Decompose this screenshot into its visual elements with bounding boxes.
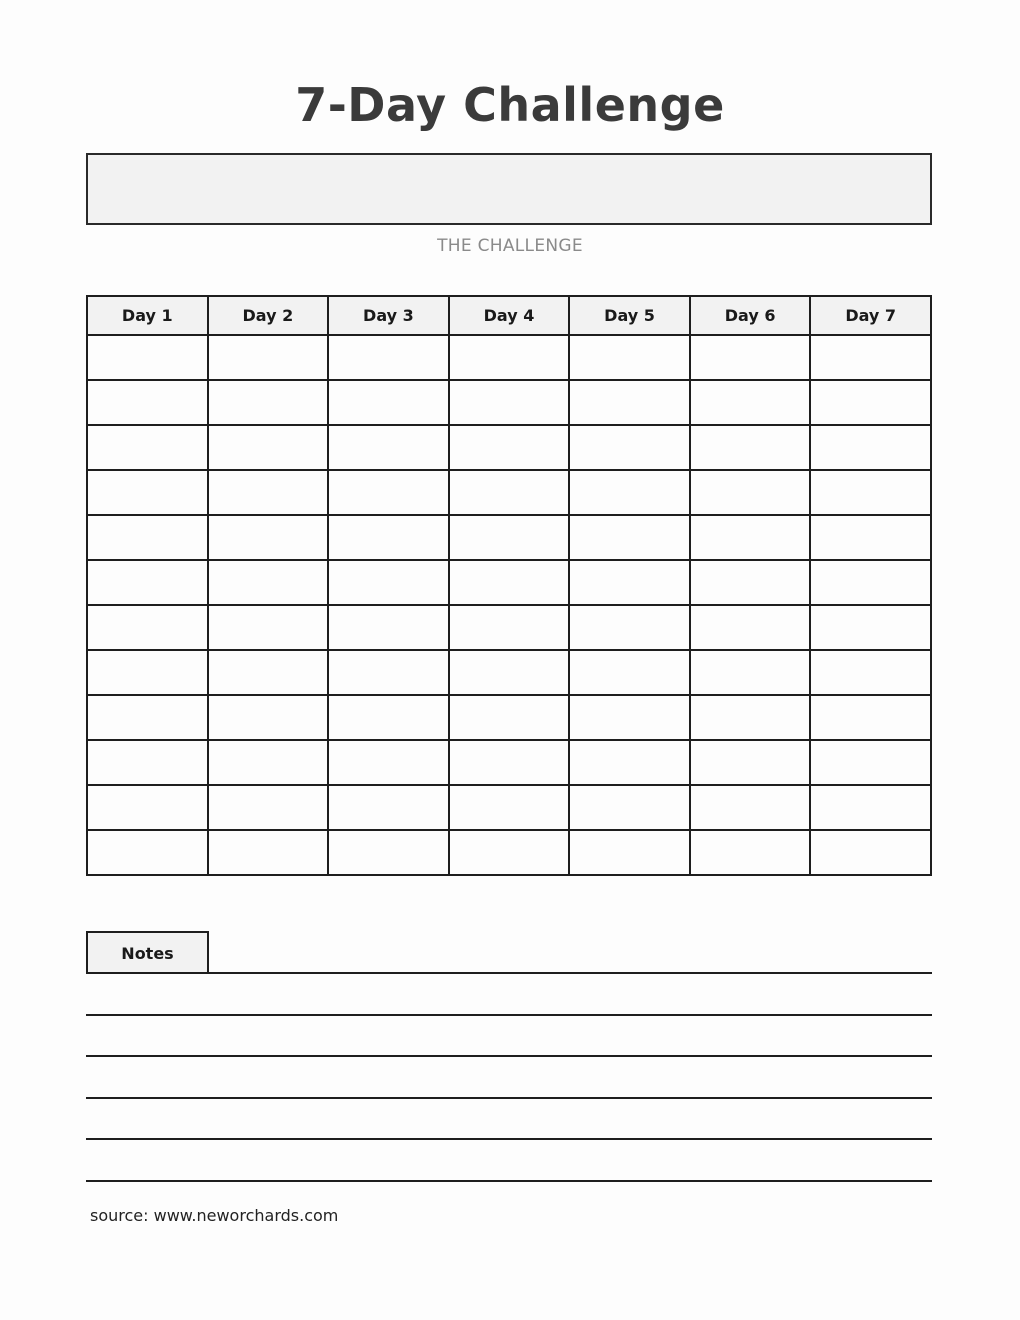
- table-row: [87, 515, 931, 560]
- tracker-cell[interactable]: [328, 560, 449, 605]
- tracker-cell[interactable]: [87, 515, 208, 560]
- table-row: [87, 695, 931, 740]
- note-line[interactable]: [86, 1055, 932, 1057]
- tracker-cell[interactable]: [810, 335, 931, 380]
- tracker-cell[interactable]: [690, 380, 811, 425]
- tracker-cell[interactable]: [690, 605, 811, 650]
- page-title: 7-Day Challenge: [295, 78, 725, 132]
- tracker-cell[interactable]: [328, 740, 449, 785]
- tracker-cell[interactable]: [810, 830, 931, 875]
- tracker-cell[interactable]: [690, 515, 811, 560]
- tracker-cell[interactable]: [208, 830, 329, 875]
- tracker-cell[interactable]: [328, 650, 449, 695]
- tracker-cell[interactable]: [328, 695, 449, 740]
- tracker-cell[interactable]: [690, 650, 811, 695]
- tracker-cell[interactable]: [87, 740, 208, 785]
- tracker-cell[interactable]: [810, 470, 931, 515]
- column-header-day-6: Day 6: [690, 296, 811, 335]
- tracker-cell[interactable]: [449, 560, 570, 605]
- tracker-cell[interactable]: [810, 380, 931, 425]
- tracker-cell[interactable]: [569, 740, 690, 785]
- tracker-cell[interactable]: [449, 515, 570, 560]
- tracker-cell[interactable]: [810, 650, 931, 695]
- note-line[interactable]: [86, 1138, 932, 1140]
- note-line[interactable]: [86, 972, 932, 974]
- tracker-cell[interactable]: [328, 380, 449, 425]
- day-tracker-table: [86, 295, 932, 876]
- tracker-cell[interactable]: [208, 650, 329, 695]
- column-header-day-3: Day 3: [328, 296, 449, 335]
- table-row: [87, 740, 931, 785]
- tracker-cell[interactable]: [449, 335, 570, 380]
- column-header-day-5: Day 5: [569, 296, 690, 335]
- tracker-cell[interactable]: [569, 335, 690, 380]
- table-row: [87, 560, 931, 605]
- notes-label: Notes: [86, 931, 209, 973]
- tracker-cell[interactable]: [810, 785, 931, 830]
- tracker-cell[interactable]: [87, 380, 208, 425]
- tracker-cell[interactable]: [690, 830, 811, 875]
- challenge-label: THE CHALLENGE: [437, 236, 583, 256]
- tracker-cell[interactable]: [449, 740, 570, 785]
- tracker-cell[interactable]: [87, 470, 208, 515]
- tracker-cell[interactable]: [328, 605, 449, 650]
- tracker-cell[interactable]: [208, 380, 329, 425]
- table-row: [87, 785, 931, 830]
- tracker-cell[interactable]: [449, 380, 570, 425]
- table-row: [87, 830, 931, 875]
- tracker-cell[interactable]: [569, 515, 690, 560]
- tracker-cell[interactable]: [810, 515, 931, 560]
- tracker-cell[interactable]: [810, 695, 931, 740]
- note-line[interactable]: [86, 1180, 932, 1182]
- tracker-cell[interactable]: [87, 605, 208, 650]
- tracker-cell[interactable]: [449, 785, 570, 830]
- tracker-cell[interactable]: [208, 605, 329, 650]
- tracker-cell[interactable]: [569, 560, 690, 605]
- tracker-cell[interactable]: [690, 425, 811, 470]
- note-line[interactable]: [86, 1097, 932, 1099]
- tracker-cell[interactable]: [690, 335, 811, 380]
- tracker-cell[interactable]: [328, 785, 449, 830]
- tracker-cell[interactable]: [87, 695, 208, 740]
- column-header-day-7: Day 7: [810, 296, 931, 335]
- tracker-cell[interactable]: [208, 740, 329, 785]
- tracker-cell[interactable]: [569, 785, 690, 830]
- table-row: [87, 335, 931, 380]
- table-row: [87, 650, 931, 695]
- tracker-cell[interactable]: [690, 785, 811, 830]
- tracker-body: [87, 335, 931, 875]
- tracker-cell[interactable]: [328, 335, 449, 380]
- tracker-cell[interactable]: [690, 740, 811, 785]
- tracker-cell[interactable]: [569, 425, 690, 470]
- tracker-cell[interactable]: [87, 650, 208, 695]
- tracker-cell[interactable]: [569, 695, 690, 740]
- tracker-cell[interactable]: [449, 695, 570, 740]
- tracker-cell[interactable]: [569, 605, 690, 650]
- tracker-cell[interactable]: [87, 830, 208, 875]
- tracker-cell[interactable]: [87, 560, 208, 605]
- tracker-cell[interactable]: [208, 515, 329, 560]
- table-row: [87, 605, 931, 650]
- tracker-cell[interactable]: [449, 470, 570, 515]
- tracker-cell[interactable]: [449, 425, 570, 470]
- tracker-cell[interactable]: [569, 380, 690, 425]
- note-line[interactable]: [86, 1014, 932, 1016]
- tracker-cell[interactable]: [810, 425, 931, 470]
- tracker-cell[interactable]: [449, 830, 570, 875]
- tracker-cell[interactable]: [328, 425, 449, 470]
- tracker-cell[interactable]: [328, 830, 449, 875]
- tracker-cell[interactable]: [690, 695, 811, 740]
- tracker-cell[interactable]: [87, 425, 208, 470]
- table-row: [87, 425, 931, 470]
- tracker-cell[interactable]: [208, 425, 329, 470]
- tracker-cell[interactable]: [690, 470, 811, 515]
- tracker-cell[interactable]: [449, 650, 570, 695]
- tracker-cell[interactable]: [208, 560, 329, 605]
- tracker-cell[interactable]: [569, 650, 690, 695]
- column-header-day-2: Day 2: [208, 296, 329, 335]
- tracker-cell[interactable]: [569, 830, 690, 875]
- column-header-day-1: Day 1: [87, 296, 208, 335]
- tracker-cell[interactable]: [810, 740, 931, 785]
- table-row: [87, 470, 931, 515]
- tracker-cell[interactable]: [208, 470, 329, 515]
- tracker-cell[interactable]: [810, 560, 931, 605]
- table-row: [87, 380, 931, 425]
- header-row: [87, 296, 931, 335]
- tracker-cell[interactable]: [449, 605, 570, 650]
- source-credit: source: www.neworchards.com: [90, 1206, 339, 1225]
- challenge-input-box[interactable]: [86, 153, 932, 225]
- tracker-cell[interactable]: [328, 515, 449, 560]
- tracker-cell[interactable]: [87, 785, 208, 830]
- tracker-cell[interactable]: [208, 335, 329, 380]
- tracker-cell[interactable]: [690, 560, 811, 605]
- tracker-cell[interactable]: [569, 470, 690, 515]
- tracker-cell[interactable]: [208, 785, 329, 830]
- tracker-cell[interactable]: [208, 695, 329, 740]
- tracker-cell[interactable]: [328, 470, 449, 515]
- tracker-cell[interactable]: [87, 335, 208, 380]
- column-header-day-4: Day 4: [449, 296, 570, 335]
- tracker-cell[interactable]: [810, 605, 931, 650]
